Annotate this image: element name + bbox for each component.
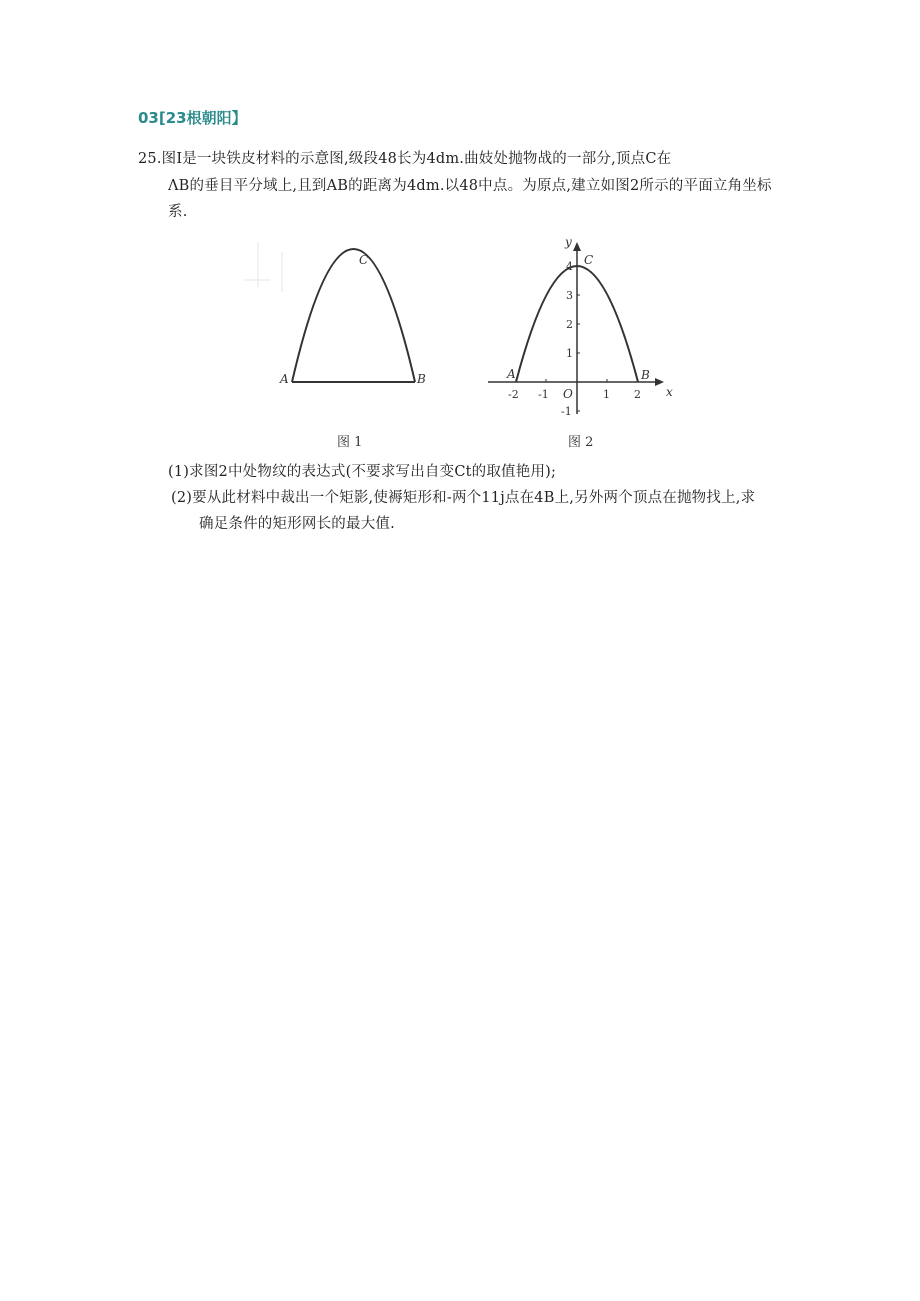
figures — [240, 232, 690, 457]
question-line-2: ΛB的垂目平分域上,且到AB的距离为4dm.以48中点。为原点,建立如图2所示的平面立角坐标 — [168, 178, 772, 194]
fig2-caption: 图 2 — [568, 435, 594, 450]
sub-question-1: (1)求图2中处物纹的表达式(不要求写出自变Ct的取值艳用); — [168, 464, 557, 480]
fig1-parabola — [292, 249, 415, 382]
fig2-x-tick-label: 2 — [634, 388, 641, 401]
fig2-y-tick-label: 1 — [566, 347, 573, 360]
scan-artifact — [244, 242, 282, 292]
question-line-3: 系. — [168, 204, 188, 220]
fig2-label-b: B — [641, 368, 650, 382]
sub-question-2-line-2: 确足条件的矩形网长的最大值. — [199, 516, 395, 532]
fig2-label-x: x — [666, 385, 673, 399]
fig2-y-tick-label: 2 — [566, 318, 573, 331]
fig1-label-b: B — [417, 372, 426, 386]
source-tag: 03[23根朝阳】 — [138, 109, 247, 127]
fig2-x-tick-label: -1 — [538, 388, 549, 401]
figure-1 — [279, 249, 426, 450]
sub-question-2-line-1: (2)要从此材料中裁出一个矩影,使褥矩形和-两个11j点在4B上,另外两个顶点在抛物找上,求 — [171, 490, 756, 506]
question-line-1: 25.图I是一块铁皮材料的示意图,级段48长为4dm.曲妓处抛物战的一部分,顶点C在 — [138, 151, 672, 167]
fig2-x-arrow — [655, 378, 664, 386]
fig1-label-a: A — [280, 372, 289, 386]
fig2-x-tick-label: -2 — [508, 388, 519, 401]
fig2-y-arrow — [573, 242, 581, 251]
fig1-caption: 图 1 — [337, 435, 363, 450]
fig2-label-origin: O — [563, 387, 573, 401]
fig2-label-y: y — [565, 235, 572, 249]
fig2-y-tick-label: 4 — [566, 260, 573, 273]
fig2-label-c: C — [584, 253, 594, 267]
fig2-y-tick-label: -1 — [561, 405, 572, 418]
figure-2 — [488, 235, 673, 450]
fig2-y-tick-label: 3 — [566, 289, 573, 302]
fig1-label-c: C — [359, 253, 369, 267]
fig2-x-tick-label: 1 — [603, 388, 610, 401]
fig2-label-a: A — [507, 367, 516, 381]
